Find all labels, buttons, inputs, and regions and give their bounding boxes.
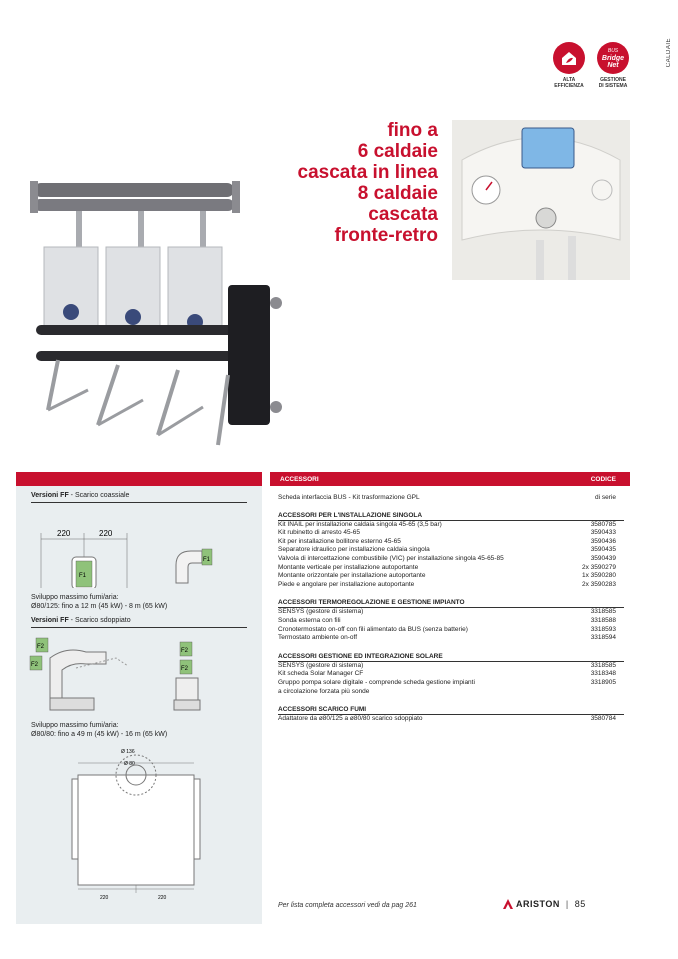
table-row [270,670,630,679]
note-line: Ø80/125: fino a 12 m (45 kW) - 8 m (65 kW) [31,603,168,610]
headline-line: cascata in linea [297,162,438,183]
row-description: Scheda interfaccia BUS - Kit trasformazione GPL [278,494,420,501]
brand-footer [503,899,586,909]
table-row [270,608,630,617]
row-description: SENSYS (gestore di sistema) [278,661,364,669]
column-header-codice: CODICE [590,475,616,483]
row-code: 3318905 [590,678,616,686]
table-row [270,679,630,688]
house-leaf-icon [553,42,585,74]
table-row [270,494,630,503]
table-row [270,688,630,697]
row-code: 3580784 [590,715,616,723]
boiler-cascade-image [28,175,296,455]
row-description: Montante verticale per installazione autoportante [278,563,419,571]
row-description: Gruppo pompa solare digitale - comprende scheda gestione impianti [278,678,475,686]
headline-line: fino a [387,120,438,141]
row-code: 3318348 [590,670,616,678]
panel-header-bar [16,472,262,486]
group-title: ACCESSORI TERMOREGOLAZIONE E GESTIONE IMPIANTO [278,598,624,608]
headline-line: fronte-retro [334,225,438,246]
row-description: Adattatore da ø80/125 a ø80/80 scarico sdoppiato [278,715,423,723]
table-row [270,715,630,724]
row-code: 3318594 [590,634,616,642]
row-code: di serie [595,494,616,501]
dim-label: 220 [57,529,71,538]
brand-name: ARISTON [516,899,560,909]
row-code: 3590433 [590,529,616,537]
section-tab: CALDAIE [666,38,672,68]
footnote: Per lista completa accessori vedi da pag 261 [278,902,417,909]
row-description: Cronotermostato on-off con fili alimentato da BUS (senza batterie) [278,625,468,633]
bridgenet-badge [592,42,634,89]
table-row [270,634,630,643]
table-row [270,564,630,573]
badge-label: DI SISTEMA [598,83,628,89]
bridgenet-icon [597,42,629,74]
row-description: Separatore idraulico per installazione caldaia singola [278,546,430,554]
row-description: Montante orizzontale per installazione autoportante [278,572,426,580]
note-line: Sviluppo massimo fumi/aria: [31,594,119,601]
table-row [270,626,630,635]
badge-label: GESTIONE [600,77,626,83]
row-description: Valvola di intercettazione combustibile (VIC) per installazione singola 45-65-85 [278,554,504,562]
table-row [270,572,630,581]
group-title: ACCESSORI GESTIONE ED INTEGRAZIONE SOLARE [278,652,624,662]
feature-badges [548,42,640,94]
coaxial-note [31,593,247,611]
row-code: 3318593 [590,625,616,633]
accessories-table [270,472,630,733]
f2-label: F2 [181,666,189,672]
badge-label: ALTA [562,77,576,83]
table-header [270,472,630,486]
dim-label: Ø 80 [124,761,135,767]
row-description: Piede e angolare per installazione autoportante [278,580,415,588]
row-description: Kit scheda Solar Manager CF [278,670,364,678]
row-code: 3590436 [590,537,616,545]
row-description: Sonda esterna con fili [278,616,341,624]
row-code: 2x 3590279 [582,563,616,571]
f2-label: F2 [181,648,189,654]
version-label: Versioni FF [31,492,69,499]
row-code: 3318585 [590,661,616,669]
row-description: SENSYS (gestore di sistema) [278,608,364,616]
dim-label: Ø 136 [121,749,135,755]
row-code: 3318588 [590,616,616,624]
table-row [270,555,630,564]
table-row [270,538,630,547]
row-code: 3580785 [590,520,616,528]
f1-label: F1 [203,557,211,563]
row-description: a circolazione forzata più sonde [278,687,370,695]
headline-line: 8 caldaie [357,183,438,204]
group-title: ACCESSORI PER L'INSTALLAZIONE SINGOLA [278,511,624,521]
table-row [270,546,630,555]
separator: | [565,899,569,909]
title-rest: - Scarico coassiale [68,492,130,499]
bus-label: BUS [607,47,619,54]
accessory-group [270,511,630,590]
accessory-group [270,705,630,724]
row-description: Kit INAIL per installazione caldaia singola 45-65 (3,5 bar) [278,520,442,528]
title-rest: - Scarico sdoppiato [68,617,131,624]
accessory-groups [270,511,630,724]
coaxial-flue-drawing [16,503,262,588]
row-code [556,688,616,697]
row-description: Kit per installazione bollitore esterno 45-65 [278,537,401,545]
f1-label: F1 [79,573,87,579]
group-title: ACCESSORI SCARICO FUMI [278,705,624,715]
accessory-group [270,652,630,696]
headline-line: 6 caldaie [357,141,438,162]
split-flue-drawing [16,628,262,716]
row-code: 3590435 [590,546,616,554]
split-section-title [31,617,247,628]
ariston-logo-icon [503,899,513,909]
dim-label: 220 [158,895,167,901]
table-row [270,662,630,671]
note-line: Sviluppo massimo fumi/aria: [31,722,119,729]
table-row [270,529,630,538]
badge-label: EFFICIENZA [554,83,584,89]
accessory-group [270,598,630,642]
f2-label: F2 [31,662,39,668]
table-row [270,521,630,530]
table-row [270,581,630,590]
row-code: 1x 3590280 [582,572,616,580]
version-label: Versioni FF [31,617,69,624]
bridgenet-label: Bridge Net [601,54,625,69]
boiler-top-drawing [16,739,262,919]
dim-label: 220 [99,529,113,538]
row-description: Kit rubinetto di arresto 45-65 [278,529,361,537]
page-number: 85 [574,899,586,909]
row-code: 3590439 [590,554,616,562]
f2-label: F2 [37,644,45,650]
efficiency-badge [548,42,590,89]
dim-label: 220 [100,895,109,901]
control-panel-image [452,120,630,280]
row-code: 2x 3590283 [582,580,616,588]
headline-line: cascata [368,204,438,225]
row-description: Termostato ambiente on-off [278,634,358,642]
note-line: Ø80/80: fino a 49 m (45 kW) - 16 m (65 kW) [31,731,168,738]
row-code: 3318585 [590,608,616,616]
flue-diagrams-panel [16,472,262,924]
split-note [31,721,247,739]
table-row [270,617,630,626]
coaxial-section-title [31,492,247,503]
column-header-accessori: ACCESSORI [280,475,319,483]
